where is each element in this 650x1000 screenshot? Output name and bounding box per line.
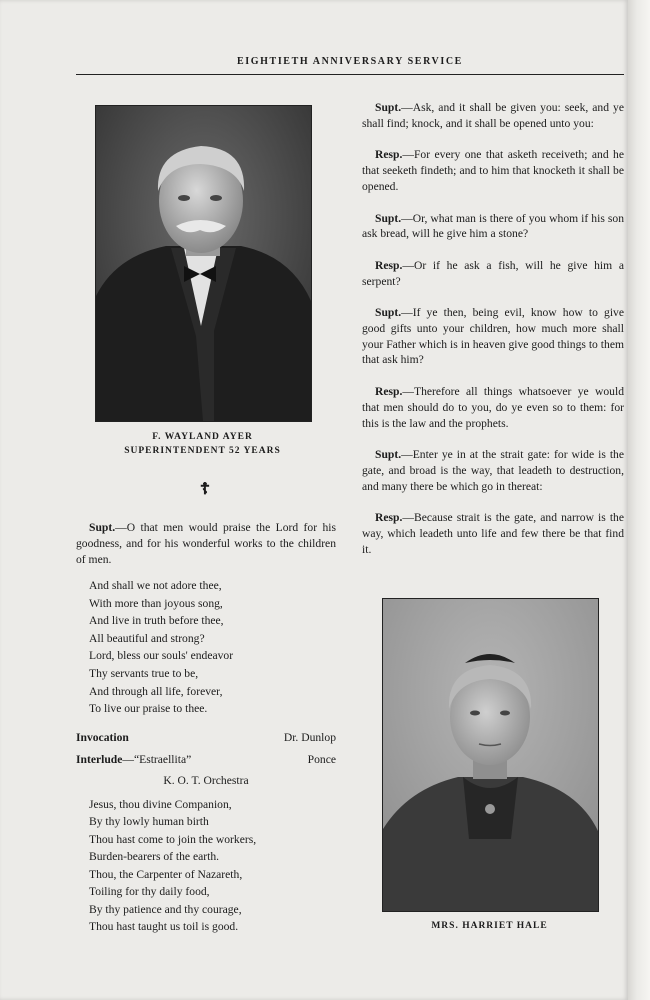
hymn-verse-1 <box>89 577 336 718</box>
hymn-line: By thy patience and thy courage, <box>89 902 242 916</box>
reading-paragraph: Supt.—Enter ye in at the strait gate: for wide is the gate, and broad is the way, that leadeth to destruction, and many there be which go in thereat: <box>362 448 624 493</box>
hymn-line: Jesus, thou divine Companion, <box>89 797 232 811</box>
hymn-line: All beautiful and strong? <box>89 631 205 645</box>
hymn-line: Thou hast taught us toil is good. <box>89 920 239 934</box>
hymn-line: Toiling for thy daily food, <box>89 885 210 899</box>
caption-ayer-title: SUPERINTENDENT 52 YEARS <box>124 446 281 456</box>
reading-paragraph: Resp.—Because strait is the gate, and narrow is the way, which leadeth unto life and few there be that find it. <box>362 511 624 556</box>
hymn-line: And shall we not adore thee, <box>89 579 222 592</box>
hymn-line: Burden-bearers of the earth. <box>89 850 220 864</box>
hymn-line: Thou, the Carpenter of Nazareth, <box>89 867 243 881</box>
hymn-line: And live in truth before thee, <box>89 614 224 628</box>
reading-paragraph: Supt.—Or, what man is there of you whom if his son ask bread, will he give him a stone? <box>362 211 624 241</box>
interlude-performer: K. O. T. Orchestra <box>163 773 249 787</box>
invocation-label: Invocation <box>76 730 129 744</box>
page-edge <box>628 0 650 1000</box>
reading-paragraph: Resp.—Or if he ask a fish, will he give him a serpent? <box>362 258 624 288</box>
portrait-photo-ayer <box>95 105 312 422</box>
order-of-service <box>76 520 336 936</box>
caption-ayer-name: F. WAYLAND AYER <box>152 432 253 442</box>
program-invocation <box>76 727 336 749</box>
hymn-verse-2 <box>89 796 336 936</box>
reading-paragraph: Supt.—Ask, and it shall be given you: seek, and ye shall find; knock, and it shall be opened unto you: <box>362 101 624 130</box>
caption-ayer <box>95 430 310 458</box>
cross-ornament-icon: ☦ <box>199 481 211 498</box>
program-interlude <box>76 749 336 771</box>
hymn-line: To live our praise to thee. <box>89 702 208 716</box>
invocation-leader: Dr. Dunlop <box>283 730 336 744</box>
hymn-line: Thy servants true to be, <box>89 666 199 680</box>
running-header: EIGHTIETH ANNIVERSARY SERVICE <box>237 56 463 67</box>
caption-hale: MRS. HARRIET HALE <box>431 921 548 931</box>
hymn-line: With more than joyous song, <box>89 596 223 610</box>
hymn-line: Thou hast come to join the workers, <box>89 832 257 846</box>
intro-paragraph: Supt.—O that men would praise the Lord for his goodness, and for his wonderful works to the children of men. <box>76 521 336 566</box>
reading-paragraph: Resp.—For every one that asketh receiveth; and he that seeketh findeth; and to him that knocketh it shall be opened. <box>362 148 624 193</box>
hymn-line: Lord, bless our souls' endeavor <box>89 649 234 663</box>
interlude-composer: Ponce <box>307 752 336 766</box>
responsive-reading <box>362 100 624 573</box>
header-rule <box>76 74 624 75</box>
portrait-photo-hale <box>382 598 599 912</box>
interlude-title: —“Estraellita” <box>122 752 192 766</box>
hymn-line: By thy lowly human birth <box>89 815 209 829</box>
interlude-label: Interlude <box>76 752 123 766</box>
reading-paragraph: Resp.—Therefore all things whatsoever ye would that men should do to you, do ye even so to them: for this is the law and the prophets. <box>362 385 624 430</box>
reading-paragraph: Supt.—If ye then, being evil, know how to give good gifts unto your children, how much more shall your Father which is in heaven give good things to them that ask him? <box>362 306 624 367</box>
hymn-line: And through all life, forever, <box>89 684 223 698</box>
